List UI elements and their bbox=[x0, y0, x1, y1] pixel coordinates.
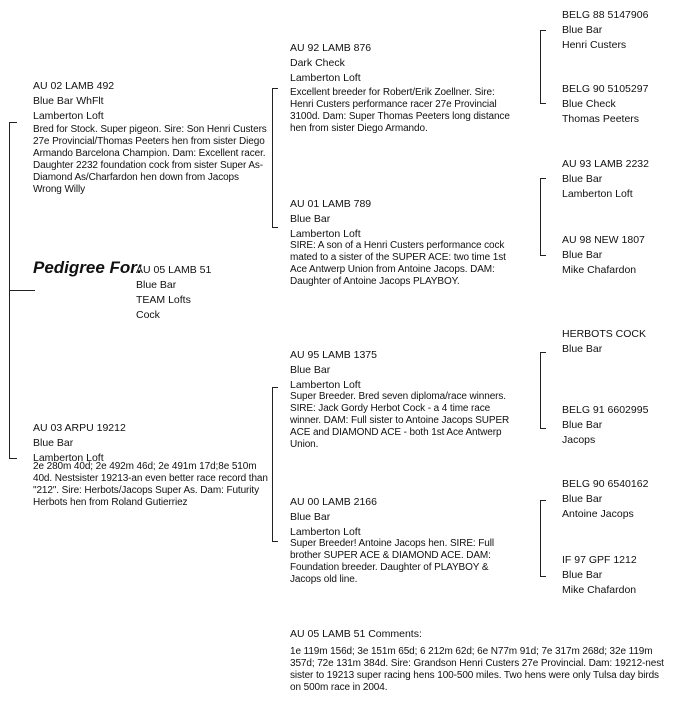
gg-color: Blue Bar bbox=[562, 249, 603, 261]
gg-ds-dam bbox=[562, 403, 648, 448]
dam-color: Blue Bar bbox=[33, 437, 74, 449]
gg-color: Blue Bar bbox=[562, 419, 603, 431]
dd-band: AU 00 LAMB 2166 bbox=[290, 496, 377, 508]
dd-color: Blue Bar bbox=[290, 511, 331, 523]
gg-color: Blue Bar bbox=[562, 493, 603, 505]
gg-band: BELG 90 5105297 bbox=[562, 83, 649, 95]
ds-loft: Lamberton Loft bbox=[290, 379, 361, 391]
gg-loft: Henri Custers bbox=[562, 39, 627, 51]
subject-color: Blue Bar bbox=[136, 279, 177, 291]
sd-block bbox=[290, 197, 371, 242]
sire-color: Blue Bar WhFlt bbox=[33, 95, 104, 107]
gg-loft: Thomas Peeters bbox=[562, 113, 640, 125]
gg-color: Blue Bar bbox=[562, 173, 603, 185]
ss-block bbox=[290, 41, 371, 86]
ds-band: AU 95 LAMB 1375 bbox=[290, 349, 377, 361]
sd-loft: Lamberton Loft bbox=[290, 228, 361, 240]
ss-notes: Excellent breeder for Robert/Erik Zoellner. Sire: Henri Custers performance racer 27e Provincial 3100d. Dam: Super Thomas Peeters long distance hen from sister Diego Armando. bbox=[290, 87, 510, 134]
dd-block bbox=[290, 495, 377, 540]
gg-band: HERBOTS COCK bbox=[562, 328, 647, 340]
sire-loft: Lamberton Loft bbox=[33, 110, 104, 122]
gg-loft: Lamberton Loft bbox=[562, 188, 633, 200]
sire-notes: Bred for Stock. Super pigeon. Sire: Son Henri Custers 27e Provincial/Thomas Peeters hen from sister Diego Armando Barcelona Champion. Dam: Excellent racer. Daughter 2232 foundation cock from sister Super As-Diamond As/Charfardon hen down from Jacops Wrong Willy bbox=[33, 124, 267, 195]
dam-block bbox=[33, 421, 126, 466]
gg-band: BELG 90 6540162 bbox=[562, 478, 649, 490]
subject-sex: Cock bbox=[136, 309, 160, 321]
ss-loft: Lamberton Loft bbox=[290, 72, 361, 84]
sire-block bbox=[33, 79, 114, 124]
gg-band: BELG 91 6602995 bbox=[562, 404, 649, 416]
gg-band: BELG 88 5147906 bbox=[562, 9, 649, 21]
sd-band: AU 01 LAMB 789 bbox=[290, 198, 372, 210]
gg-loft: Mike Chafardon bbox=[562, 584, 637, 596]
gg-ss-sire bbox=[562, 8, 648, 53]
gg-color: Blue Bar bbox=[562, 24, 603, 36]
sd-notes: SIRE: A son of a Henri Custers performance cock mated to a sister of the SUPER ACE: two time 1st Ace Antwerp Union from Antoine Jacops. DAM: Daughter of Antoine Jacops PLAYBOY. bbox=[290, 240, 506, 287]
gg-sd-sire bbox=[562, 157, 649, 202]
gg-color: Blue Bar bbox=[562, 343, 603, 355]
gg-color: Blue Bar bbox=[562, 569, 603, 581]
dam-notes: 2e 280m 40d; 2e 492m 46d; 2e 491m 17d;8e 510m 40d. Nestsister 19213-an even better race record than "212". Sire: Herbots/Jacops Super As. Dam: Futurity Herbots hen from Roland Gutierriez bbox=[33, 461, 268, 508]
subject-block bbox=[136, 263, 211, 323]
gg-loft: Antoine Jacops bbox=[562, 508, 634, 520]
ds-block bbox=[290, 348, 377, 393]
gg-dd-sire bbox=[562, 477, 648, 522]
gg-loft: Jacops bbox=[562, 434, 596, 446]
gg-band: AU 98 NEW 1807 bbox=[562, 234, 645, 246]
comments-text: 1e 119m 156d; 3e 151m 65d; 6 212m 62d; 6e N77m 91d; 7e 317m 268d; 32e 119m 357d; 72e 131m 384d. Sire: Grandson Henri Custers 27e Provincial. Dam: 19212-nest sister to 19213 super racing hens 100-500 miles. Two hens were only Tulsa day birds on 500m race in 2004. bbox=[290, 646, 664, 693]
sire-band: AU 02 LAMB 492 bbox=[33, 80, 115, 92]
gg-loft: Mike Chafardon bbox=[562, 264, 637, 276]
gg-dd-dam bbox=[562, 553, 637, 598]
dd-notes: Super Breeder! Antoine Jacops hen. SIRE: Full brother SUPER ACE & DIAMOND ACE. DAM: Foundation breeder. Daughter of PLAYBOY & Jacops old line. bbox=[290, 538, 494, 585]
gg-band: IF 97 GPF 1212 bbox=[562, 554, 637, 566]
ds-notes: Super Breeder. Bred seven diploma/race winners. SIRE: Jack Gordy Herbot Cock - a 4 time race winner. DAM: Full sister to Antoine Jacops SUPER ACE and DIAMOND ACE - both 1st Ace Antwerp Union. bbox=[290, 391, 510, 450]
dam-loft: Lamberton Loft bbox=[33, 452, 104, 464]
sd-color: Blue Bar bbox=[290, 213, 331, 225]
ds-color: Blue Bar bbox=[290, 364, 331, 376]
subject-band: AU 05 LAMB 51 bbox=[136, 264, 212, 276]
gg-color: Blue Check bbox=[562, 98, 616, 110]
dam-band: AU 03 ARPU 19212 bbox=[33, 422, 126, 434]
ss-band: AU 92 LAMB 876 bbox=[290, 42, 372, 54]
pedigree-title: Pedigree For: bbox=[33, 258, 143, 277]
subject-owner: TEAM Lofts bbox=[136, 294, 191, 306]
ss-color: Dark Check bbox=[290, 57, 345, 69]
comments-heading: AU 05 LAMB 51 Comments: bbox=[290, 628, 422, 640]
gg-band: AU 93 LAMB 2232 bbox=[562, 158, 649, 170]
gg-ds-sire bbox=[562, 327, 646, 357]
dd-loft: Lamberton Loft bbox=[290, 526, 361, 538]
gg-ss-dam bbox=[562, 82, 648, 127]
gg-sd-dam bbox=[562, 233, 645, 278]
